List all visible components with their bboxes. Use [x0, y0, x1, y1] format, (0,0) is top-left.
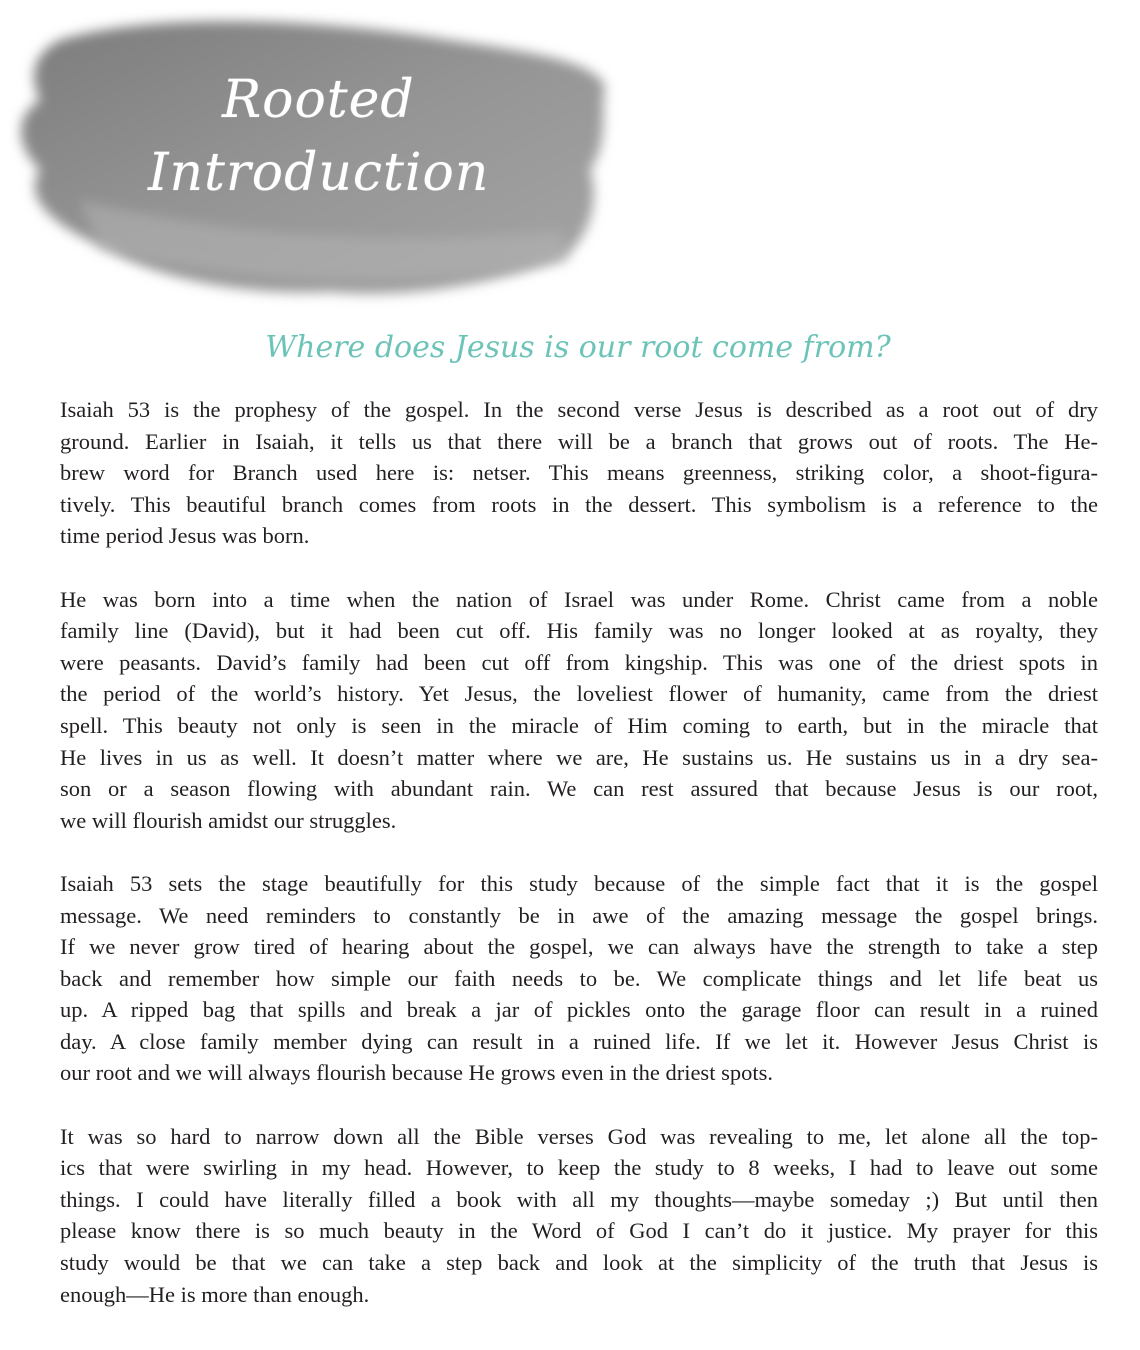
- text-line: study would be that we can take a step back and look at the simplicity of the truth that Jesus is: [60, 1250, 1098, 1276]
- text-line: the period of the world’s history. Yet Jesus, the loveliest flower of humanity, came from the driest: [60, 681, 1098, 707]
- text-line: It was so hard to narrow down all the Bible verses God was revealing to me, let alone all the top-: [60, 1123, 1098, 1149]
- text-line: He lives in us as well. It doesn’t matter where we are, He sustains us. He sustains us in a dry sea-: [60, 744, 1098, 770]
- text-line: He was born into a time when the nation of Israel was under Rome. Christ came from a noble: [60, 586, 1098, 612]
- text-line: our root and we will always flourish because He grows even in the driest spots.: [60, 1060, 773, 1086]
- text-line: tively. This beautiful branch comes from roots in the dessert. This symbolism is a reference to the: [60, 491, 1098, 517]
- text-line: up. A ripped bag that spills and break a jar of pickles onto the garage floor can result in a ruined: [60, 997, 1098, 1023]
- text-line: ics that were swirling in my head. However, to keep the study to 8 weeks, I had to leave out some: [60, 1155, 1098, 1181]
- text-line: message. We need reminders to constantly be in awe of the amazing message the gospel brings.: [60, 902, 1098, 928]
- text-line: time period Jesus was born.: [60, 523, 310, 549]
- text-line: brew word for Branch used here is: netser. This means greenness, striking color, a shoot-figura-: [60, 460, 1098, 486]
- text-line: Isaiah 53 sets the stage beautifully for this study because of the simple fact that it is the gospel: [60, 870, 1098, 896]
- text-line: family line (David), but it had been cut off. His family was no longer looked at as royalty, they: [60, 618, 1098, 644]
- text-line: enough—He is more than enough.: [60, 1281, 370, 1307]
- paragraph: [60, 1121, 1098, 1311]
- subtitle: Where does Jesus is our root come from?: [265, 330, 891, 365]
- paragraph: [60, 584, 1098, 837]
- title-line-2: Introduction: [148, 143, 490, 203]
- text-line: If we never grow tired of hearing about the gospel, we can always have the strength to take a step: [60, 934, 1098, 960]
- text-line: spell. This beauty not only is seen in the miracle of Him coming to earth, but in the miracle that: [60, 712, 1098, 738]
- text-line: son or a season flowing with abundant rain. We can rest assured that because Jesus is our root,: [60, 776, 1098, 802]
- text-line: back and remember how simple our faith needs to be. We complicate things and let life beat us: [60, 965, 1098, 991]
- paragraph: [60, 394, 1098, 552]
- text-line: ground. Earlier in Isaiah, it tells us that there will be a branch that grows out of roots. The He-: [60, 428, 1098, 454]
- text-line: day. A close family member dying can result in a ruined life. If we let it. However Jesus Christ is: [60, 1028, 1098, 1054]
- text-line: Isaiah 53 is the prophesy of the gospel. In the second verse Jesus is described as a root out of dry: [60, 397, 1098, 422]
- text-line: we will flourish amidst our struggles.: [60, 807, 397, 833]
- text-line: were peasants. David’s family had been cut off from kingship. This was one of the driest spots in: [60, 649, 1098, 675]
- text-line: things. I could have literally filled a book with all my thoughts—maybe someday ;) But until then: [60, 1186, 1098, 1212]
- paragraph: [60, 868, 1098, 1089]
- body-text: [60, 394, 1098, 1342]
- title-line-1: Rooted: [222, 70, 415, 130]
- text-line: please know there is so much beauty in the Word of God I can’t do it justice. My prayer for this: [60, 1218, 1098, 1244]
